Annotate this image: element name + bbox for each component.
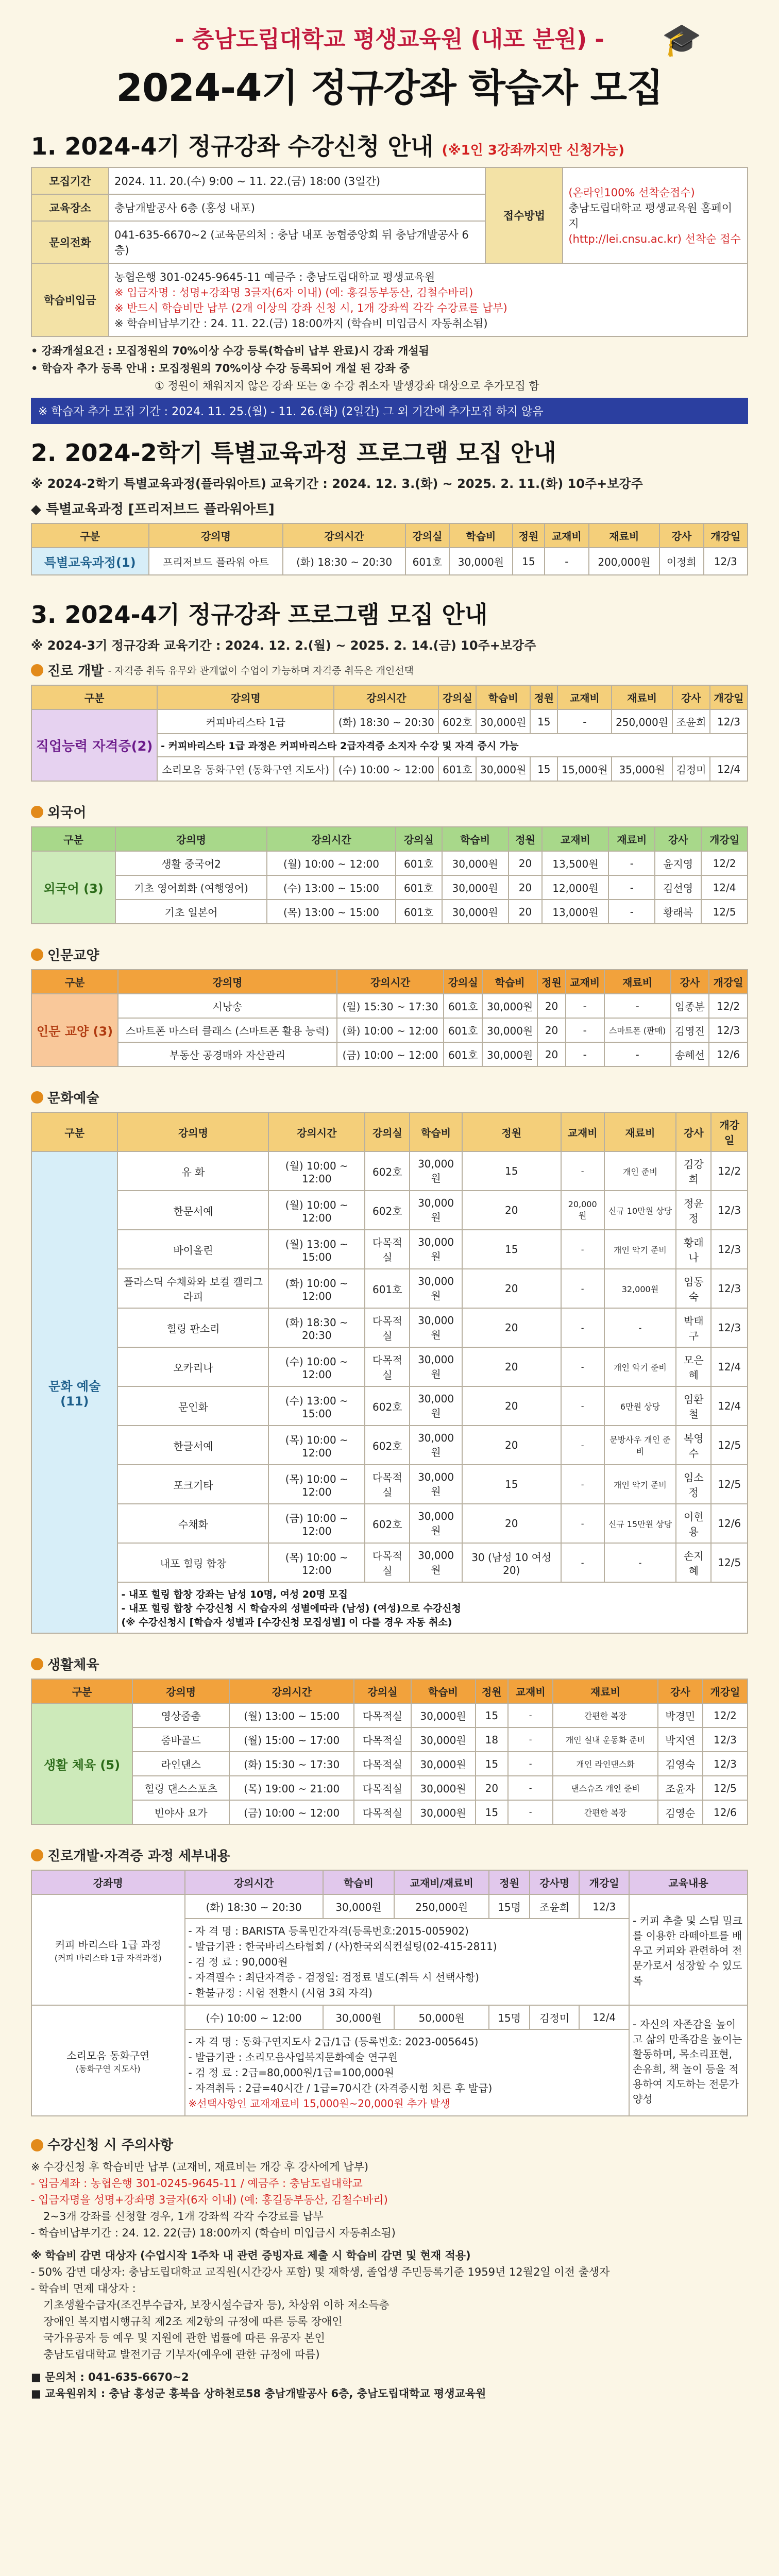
table-row: 한글서예 (목) 10:00 ~ 12:00 602호 30,000원 20 - 문방사우 개인 준비 복영수 12/5 xyxy=(31,1426,748,1465)
table-row: 문인화 (수) 13:00 ~ 15:00 602호 30,000원 20 - 6만원 상당 임환철 12/4 xyxy=(31,1386,748,1426)
table-row: 기초 일본어 (목) 13:00 ~ 15:00 601호 30,000원 20 13,000원 - 황래복 12/5 xyxy=(31,900,748,924)
career-table: 구분 강의명 강의시간 강의실 학습비 정원 교재비 재료비 강사 개강일 직업능력 자격증(2) 커피바리스타 1급 (화) 18:30 ~ 20:30 602호 30,000원 15 - 250,000원 조윤희 12/3 - 커피바리스타 1급 과정은 커피바리스타 2급자격증 소지자 수강 및 자격 증시 가능 소리모음 동화구연 (동화구연 지도사) (수) 10:00 ~ 12:00 601호 30,000원 15 15,000원 35,000원 김정미 12/4 xyxy=(31,685,748,782)
table-row: 기초 영어회화 (여행영어) (수) 13:00 ~ 15:00 601호 30,000원 20 12,000원 - 김선영 12/4 xyxy=(31,875,748,900)
bullet-icon xyxy=(31,2139,43,2151)
section-3-title: 3. 2024-4기 정규강좌 프로그램 모집 안내 xyxy=(31,601,488,629)
table-row: 포크기타 (목) 10:00 ~ 12:00 다목적실 30,000원 15 - 개인 악기 준비 임소정 12/5 xyxy=(31,1465,748,1504)
table-row: 부동산 공경매와 자산관리 (금) 10:00 ~ 12:00 601호 30,000원 20 - - 송혜선 12/6 xyxy=(31,1042,748,1066)
table-row: 문화 예술 (11) 유 화 (월) 10:00 ~ 12:00 602호 30,000원 15 - 개인 준비 김강희 12/2 xyxy=(31,1151,748,1191)
cautions: 수강신청 시 주의사항 ※ 수강신청 후 학습비만 납부 (교재비, 재료비는 개강 후 강사에게 납부) - 입금계좌 : 농협은행 301-0245-9645-11 / 예금주 : 충남도립대학교 - 입금자명을 성명+강좌명 3글자(6자 이내) (예: 홍길동부동산, 김철수바리) 2~3개 강좌를 신청할 경우, 1개 강좌씩 각각 수강료를 납부 - 학습비납부기간 : 24. 12. 22(금) 18:00까지 (학습비 미입금시 자동취소됨) ※ 학습비 감면 대상자 (수업시작 1주차 내 관련 증빙자료 제출 시 학습비 감면 및 현재 적용) - 50% 감면 대상자: 충남도립대학교 교직원(시간강사 포함) 및 재학생, 졸업생 주민등록기준 1959년 12월2일 이전 출생자 - 학습비 면제 대상자 : 기초생활수급자(조건부수급자, 보장시설수급자 등), 차상위 이하 저소득층 장애인 복지법시행규칙 제2조 제2항의 규정에 따른 등록 장애인 국가유공자 등 예우 및 지원에 관한 법률에 따른 유공자 본인 충남도립대학교 발전기금 기부자(예우에 관한 규정에 따름) ■ 문의처 : 041-635-6670~2 ■ 교육원위치 : 충남 홍성군 홍북읍 상하천로58 충남개발공사 6층, 충남도립대학교 평생교육원 xyxy=(31,2138,610,2400)
regular-period: ※ 2024-3기 정규강좌 교육기간 : 2024. 12. 2.(월) ~ 2025. 2. 14.(금) 10주+보강주 xyxy=(31,638,536,653)
career-red-note: - 커피바리스타 1급 과정은 커피바리스타 2급자격증 소지자 수강 및 자격 증시 가능 xyxy=(157,734,748,757)
culture-table: 구분 강의명 강의시간 강의실 학습비 정원 교재비 재료비 강사 개강일 문화 예술 (11) 유 화 (월) 10:00 ~ 12:00 602호 30,000원 15 - 개인 준비 김강희 12/2 한문서예 (월) 10:00 ~ 12:00 602호 30,000원 20 20,000원 신규 10만원 상당 정윤정 12/3 바이올린 (월) 13:00 ~ 15:00 다목적실 30,000원 15 - 개인 악기 준비 황래나 12/3 플라스틱 수채화와 보컬 캘리그라피 (화) 10:00 ~ 12:00 601호 30,000원 20 - 32,000원 임동숙 12/3 힐링 판소리 (화) 18:30 ~ 20:30 다목적실 30,000원 20 - - 박태구 12/3 오카리나 (수) 10:00 ~ 12:00 다목적실 30,000원 20 - 개인 악기 준비 모은혜 12/4 문인화 (수) 13:00 ~ 15:00 602호 30,000원 20 - 6만원 상당 임환철 12/4 한글서예 (목) 10:00 ~ 12:00 602호 30,000원 20 - 문방사우 개인 준비 복영수 12/5 포크기타 (목) 10:00 ~ 12:00 다목적실 30,000원 15 - 개인 악기 준비 임소정 12/5 수채화 (금) 10:00 ~ 12:00 602호 30,000원 20 - 신규 15만원 상당 이현용 12/6 내포 힐링 합창 (목) 10:00 ~ 12:00 다목적실 30,000원 30 (남성 10 여성 20) - - 손지혜 12/5 - 내포 힐링 합창 강좌는 남성 10명, 여성 20명 모집 - 내포 힐링 합창 수강신청 시 학습자의 성별에따라 (남성) (여성)으로 수강신청 (※ 수강신청시 [학습자 성별과 [수강신청 모집성별] 이 다를 경우 자동 취소) xyxy=(31,1112,748,1634)
bullet-icon xyxy=(31,1849,43,1861)
cert-table: 강좌명 강의시간 학습비 교재비/재료비 정원 강사명 개강일 교육내용 커피 바리스타 1급 과정 (커피 바리스타 1급 자격과정) (화) 18:30 ~ 20:30 30,000원 250,000원 15명 조윤희 12/3 - 커피 추출 및 스팀 밀크를 이용한 라떼아트를 배우고 커피와 관련하여 전문가로서 성장할 수 있도록 - 자 격 명 : BARISTA 등록민간자격(등록번호:2015-005902) - 발급기관 : 한국바리스타협회 / (사)한국외식컨설팅(02-415-2811) - 검 정 료 : 90,000원 - 자격필수 : 최단자격증 - 검정일: 검정료 별도(취득 시 선택사항) - 환불규정 : 시험 전환시 (시험 3회 자격) 소리모음 동화구연 (동화구연 지도사) (수) 10:00 ~ 12:00 30,000원 50,000원 15명 김정미 12/4 - 자신의 자존감을 높이고 삶의 만족감을 높이는 활동하며, 목소리표현, 손유희, 책 놀이 등을 적용하여 지도하는 전문가양성 - 자 격 명 : 동화구연지도사 2급/1급 (등록번호: 2023-005645) - 발급기관 : 소리모음사업복지문화예술 연구원 - 검 정 료 : 2급=80,000원/1급=100,000원 - 자격취득 : 2급=40시간 / 1급=70시간 (자격증시험 치른 후 발급) ※선택사항인 교재재료비 15,000원~20,000원 추가 발생 xyxy=(31,1870,748,2116)
bullet-icon xyxy=(31,1658,43,1670)
table-row: 내포 힐링 합창 (목) 10:00 ~ 12:00 다목적실 30,000원 30 (남성 10 여성 20) - - 손지혜 12/5 xyxy=(31,1543,748,1582)
page-title: 2024-4기 정규강좌 학습자 모집 xyxy=(116,66,663,110)
bullet-icon xyxy=(31,664,43,676)
table-row: 바이올린 (월) 13:00 ~ 15:00 다목적실 30,000원 15 - 개인 악기 준비 황래나 12/3 xyxy=(31,1230,748,1269)
graduation-cap-icon: 🎓 xyxy=(662,21,702,58)
section-1-title: 1. 2024-4기 정규강좌 수강신청 안내 (※1인 3강좌까지만 신청가능) xyxy=(31,132,624,160)
foreign-table: 구분 강의명 강의시간 강의실 학습비 정원 교재비 재료비 강사 개강일 외국어 (3) 생활 중국어2 (월) 10:00 ~ 12:00 601호 30,000원 20 13,500원 - 윤지영 12/2 기초 영어회화 (여행영어) (수) 13:00 ~ 15:00 601호 30,000원 20 12,000원 - 김선영 12/4 기초 일본어 (목) 13:00 ~ 15:00 601호 30,000원 20 13,000원 - 황래복 12/5 xyxy=(31,826,748,924)
table-row: 오카리나 (수) 10:00 ~ 12:00 다목적실 30,000원 20 - 개인 악기 준비 모은혜 12/4 xyxy=(31,1347,748,1386)
table-row: 소리모음 동화구연 (동화구연 지도사) (수) 10:00 ~ 12:00 601호 30,000원 15 15,000원 35,000원 김정미 12/4 xyxy=(31,757,748,781)
table-row: 커피 바리스타 1급 과정 (커피 바리스타 1급 자격과정) (화) 18:30 ~ 20:30 30,000원 250,000원 15명 조윤희 12/3 - 커피 추출 및 스팀 밀크를 이용한 라떼아트를 배우고 커피와 관련하여 전문가로서 성장할 수 있도록 xyxy=(31,1894,748,1919)
special-subheading: ◆ 특별교육과정 [프리저브드 플라워아트] xyxy=(31,502,275,517)
sport-table: 구분 강의명 강의시간 강의실 학습비 정원 교재비 재료비 강사 개강일 생활 체육 (5) 영상줌춤 (월) 13:00 ~ 15:00 다목적실 30,000원 15 - 간편한 복장 박경민 12/2 줌바골드 (월) 15:00 ~ 17:00 다목적실 30,000원 18 - 개인 실내 운동화 준비 박지연 12/3 라인댄스 (화) 15:30 ~ 17:30 다목적실 30,000원 15 - 개인 라인댄스화 김영숙 12/3 힐링 댄스스포츠 (목) 19:00 ~ 21:00 다목적실 30,000원 20 - 댄스슈즈 개인 준비 조윤자 12/5 빈야사 요가 (금) 10:00 ~ 12:00 다목적실 30,000원 15 - 간편한 복장 김영순 12/6 xyxy=(31,1679,748,1825)
enrollment-info-table: 모집기간 2024. 11. 20.(수) 9:00 ~ 11. 22.(금) 18:00 (3일간) 접수방법 (온라인100% 선착순접수) 충남도립대학교 평생교육원 홈페이지 (http://lei.cnsu.ac.kr) 선착순 접수 교육장소 충남개발공사 6층 (홍성 내포) 문의전화 041-635-6670~2 (교육문의처 : 충남 내포 농협중앙회 뒤 충남개발공사 6층) 학습비입금 농협은행 301-0245-9645-11 예금주 : 충남도립대학교 평생교육원 ※ 입금자명 : 성명+강좌명 3글자(6자 이내) (예: 홍길동부동산, 김철수바리) ※ 반드시 학습비만 납부 (2개 이상의 강좌 신청 시, 1개 강좌씩 각각 수강료를 납부) ※ 학습비납부기간 : 24. 11. 22.(금) 18:00까지 (학습비 미입금시 자동취소됨) xyxy=(31,167,748,337)
table-row: 생활 체육 (5) 영상줌춤 (월) 13:00 ~ 15:00 다목적실 30,000원 15 - 간편한 복장 박경민 12/2 xyxy=(31,1703,748,1727)
cert-heading: 진로개발·자격증 과정 세부내용 xyxy=(31,1845,748,1865)
table-row: 줌바골드 (월) 15:00 ~ 17:00 다목적실 30,000원 18 - 개인 실내 운동화 준비 박지연 12/3 xyxy=(31,1727,748,1752)
table-row: 수채화 (금) 10:00 ~ 12:00 602호 30,000원 20 - 신규 15만원 상당 이현용 12/6 xyxy=(31,1504,748,1543)
humanities-table: 구분 강의명 강의시간 강의실 학습비 정원 교재비 재료비 강사 개강일 인문 교양 (3) 시낭송 (월) 15:30 ~ 17:30 601호 30,000원 20 - - 임종분 12/2 스마트폰 마스터 클래스 (스마트폰 활용 능력) (화) 10:00 ~ 12:00 601호 30,000원 20 - 스마트폰 (판매) 김영진 12/3 부동산 공경매와 자산관리 (금) 10:00 ~ 12:00 601호 30,000원 20 - - 송혜선 12/6 xyxy=(31,969,748,1067)
table-row: 라인댄스 (화) 15:30 ~ 17:30 다목적실 30,000원 15 - 개인 라인댄스화 김영숙 12/3 xyxy=(31,1752,748,1776)
foreign-heading: 외국어 xyxy=(31,802,748,821)
table-row: 직업능력 자격증(2) 커피바리스타 1급 (화) 18:30 ~ 20:30 602호 30,000원 15 - 250,000원 조윤희 12/3 xyxy=(31,709,748,734)
opening-notes: • 강좌개설요건 : 모집정원의 70%이상 수강 등록(학습비 납부 완료)시 강좌 개설됨 • 학습자 추가 등록 안내 : 모집정원의 70%이상 수강 등록되어 개설 된 강좌 중 ① 정원이 채워지지 않은 강좌 또는 ② 수강 취소자 발생강좌 대상으로 추가모집 함 xyxy=(31,345,539,392)
special-course-table: 구분 강의명 강의시간 강의실 학습비 정원 교재비 재료비 강사 개강일 특별교육과정(1) 프리저브드 플라워 아트 (화) 18:30 ~ 20:30 601호 30,000원 15 - 200,000원 이정희 12/3 xyxy=(31,523,748,575)
table-row: 빈야사 요가 (금) 10:00 ~ 12:00 다목적실 30,000원 15 - 간편한 복장 김영순 12/6 xyxy=(31,1800,748,1824)
sport-heading: 생활체육 xyxy=(31,1654,748,1673)
culture-heading: 문화예술 xyxy=(31,1088,748,1107)
bullet-icon xyxy=(31,806,43,818)
table-row: 한문서예 (월) 10:00 ~ 12:00 602호 30,000원 20 20,000원 신규 10만원 상당 정윤정 12/3 xyxy=(31,1191,748,1230)
table-row: 특별교육과정(1) 프리저브드 플라워 아트 (화) 18:30 ~ 20:30 601호 30,000원 15 - 200,000원 이정희 12/3 xyxy=(31,548,748,575)
table-row: 힐링 판소리 (화) 18:30 ~ 20:30 다목적실 30,000원 20 - - 박태구 12/3 xyxy=(31,1308,748,1347)
header-subtitle: - 충남도립대학교 평생교육원 (내포 분원) - xyxy=(175,26,604,53)
header xyxy=(31,0,748,118)
additional-enrollment-bar: ※ 학습자 추가 모집 기간 : 2024. 11. 25.(월) - 11. 26.(화) (2일간) 그 외 기간에 추가모집 하지 않음 xyxy=(31,398,748,424)
table-row: 플라스틱 수채화와 보컬 캘리그라피 (화) 10:00 ~ 12:00 601호 30,000원 20 - 32,000원 임동숙 12/3 xyxy=(31,1269,748,1308)
section-2-title: 2. 2024-2학기 특별교육과정 프로그램 모집 안내 xyxy=(31,439,556,467)
bullet-icon xyxy=(31,1091,43,1104)
table-row: 힐링 댄스스포츠 (목) 19:00 ~ 21:00 다목적실 30,000원 20 - 댄스슈즈 개인 준비 조윤자 12/5 xyxy=(31,1776,748,1800)
humanities-heading: 인문교양 xyxy=(31,945,748,964)
table-row: 외국어 (3) 생활 중국어2 (월) 10:00 ~ 12:00 601호 30,000원 20 13,500원 - 윤지영 12/2 xyxy=(31,851,748,875)
table-row: 인문 교양 (3) 시낭송 (월) 15:30 ~ 17:30 601호 30,000원 20 - - 임종분 12/2 xyxy=(31,994,748,1018)
bullet-icon xyxy=(31,948,43,961)
career-heading: 진로 개발 - 자격증 취득 유무와 관계없이 수업이 가능하며 자격증 취득은 개인선택 xyxy=(31,660,748,680)
table-row: 스마트폰 마스터 클래스 (스마트폰 활용 능력) (화) 10:00 ~ 12:00 601호 30,000원 20 - 스마트폰 (판매) 김영진 12/3 xyxy=(31,1018,748,1042)
special-period: ※ 2024-2학기 특별교육과정(플라워아트) 교육기간 : 2024. 12. 3.(화) ~ 2025. 2. 11.(화) 10주+보강주 xyxy=(31,477,643,491)
table-row: 소리모음 동화구연 (동화구연 지도사) (수) 10:00 ~ 12:00 30,000원 50,000원 15명 김정미 12/4 - 자신의 자존감을 높이고 삶의 만족감을 높이는 활동하며, 목소리표현, 손유희, 책 놀이 등을 적용하여 지도하는 전문가양성 xyxy=(31,2005,748,2029)
